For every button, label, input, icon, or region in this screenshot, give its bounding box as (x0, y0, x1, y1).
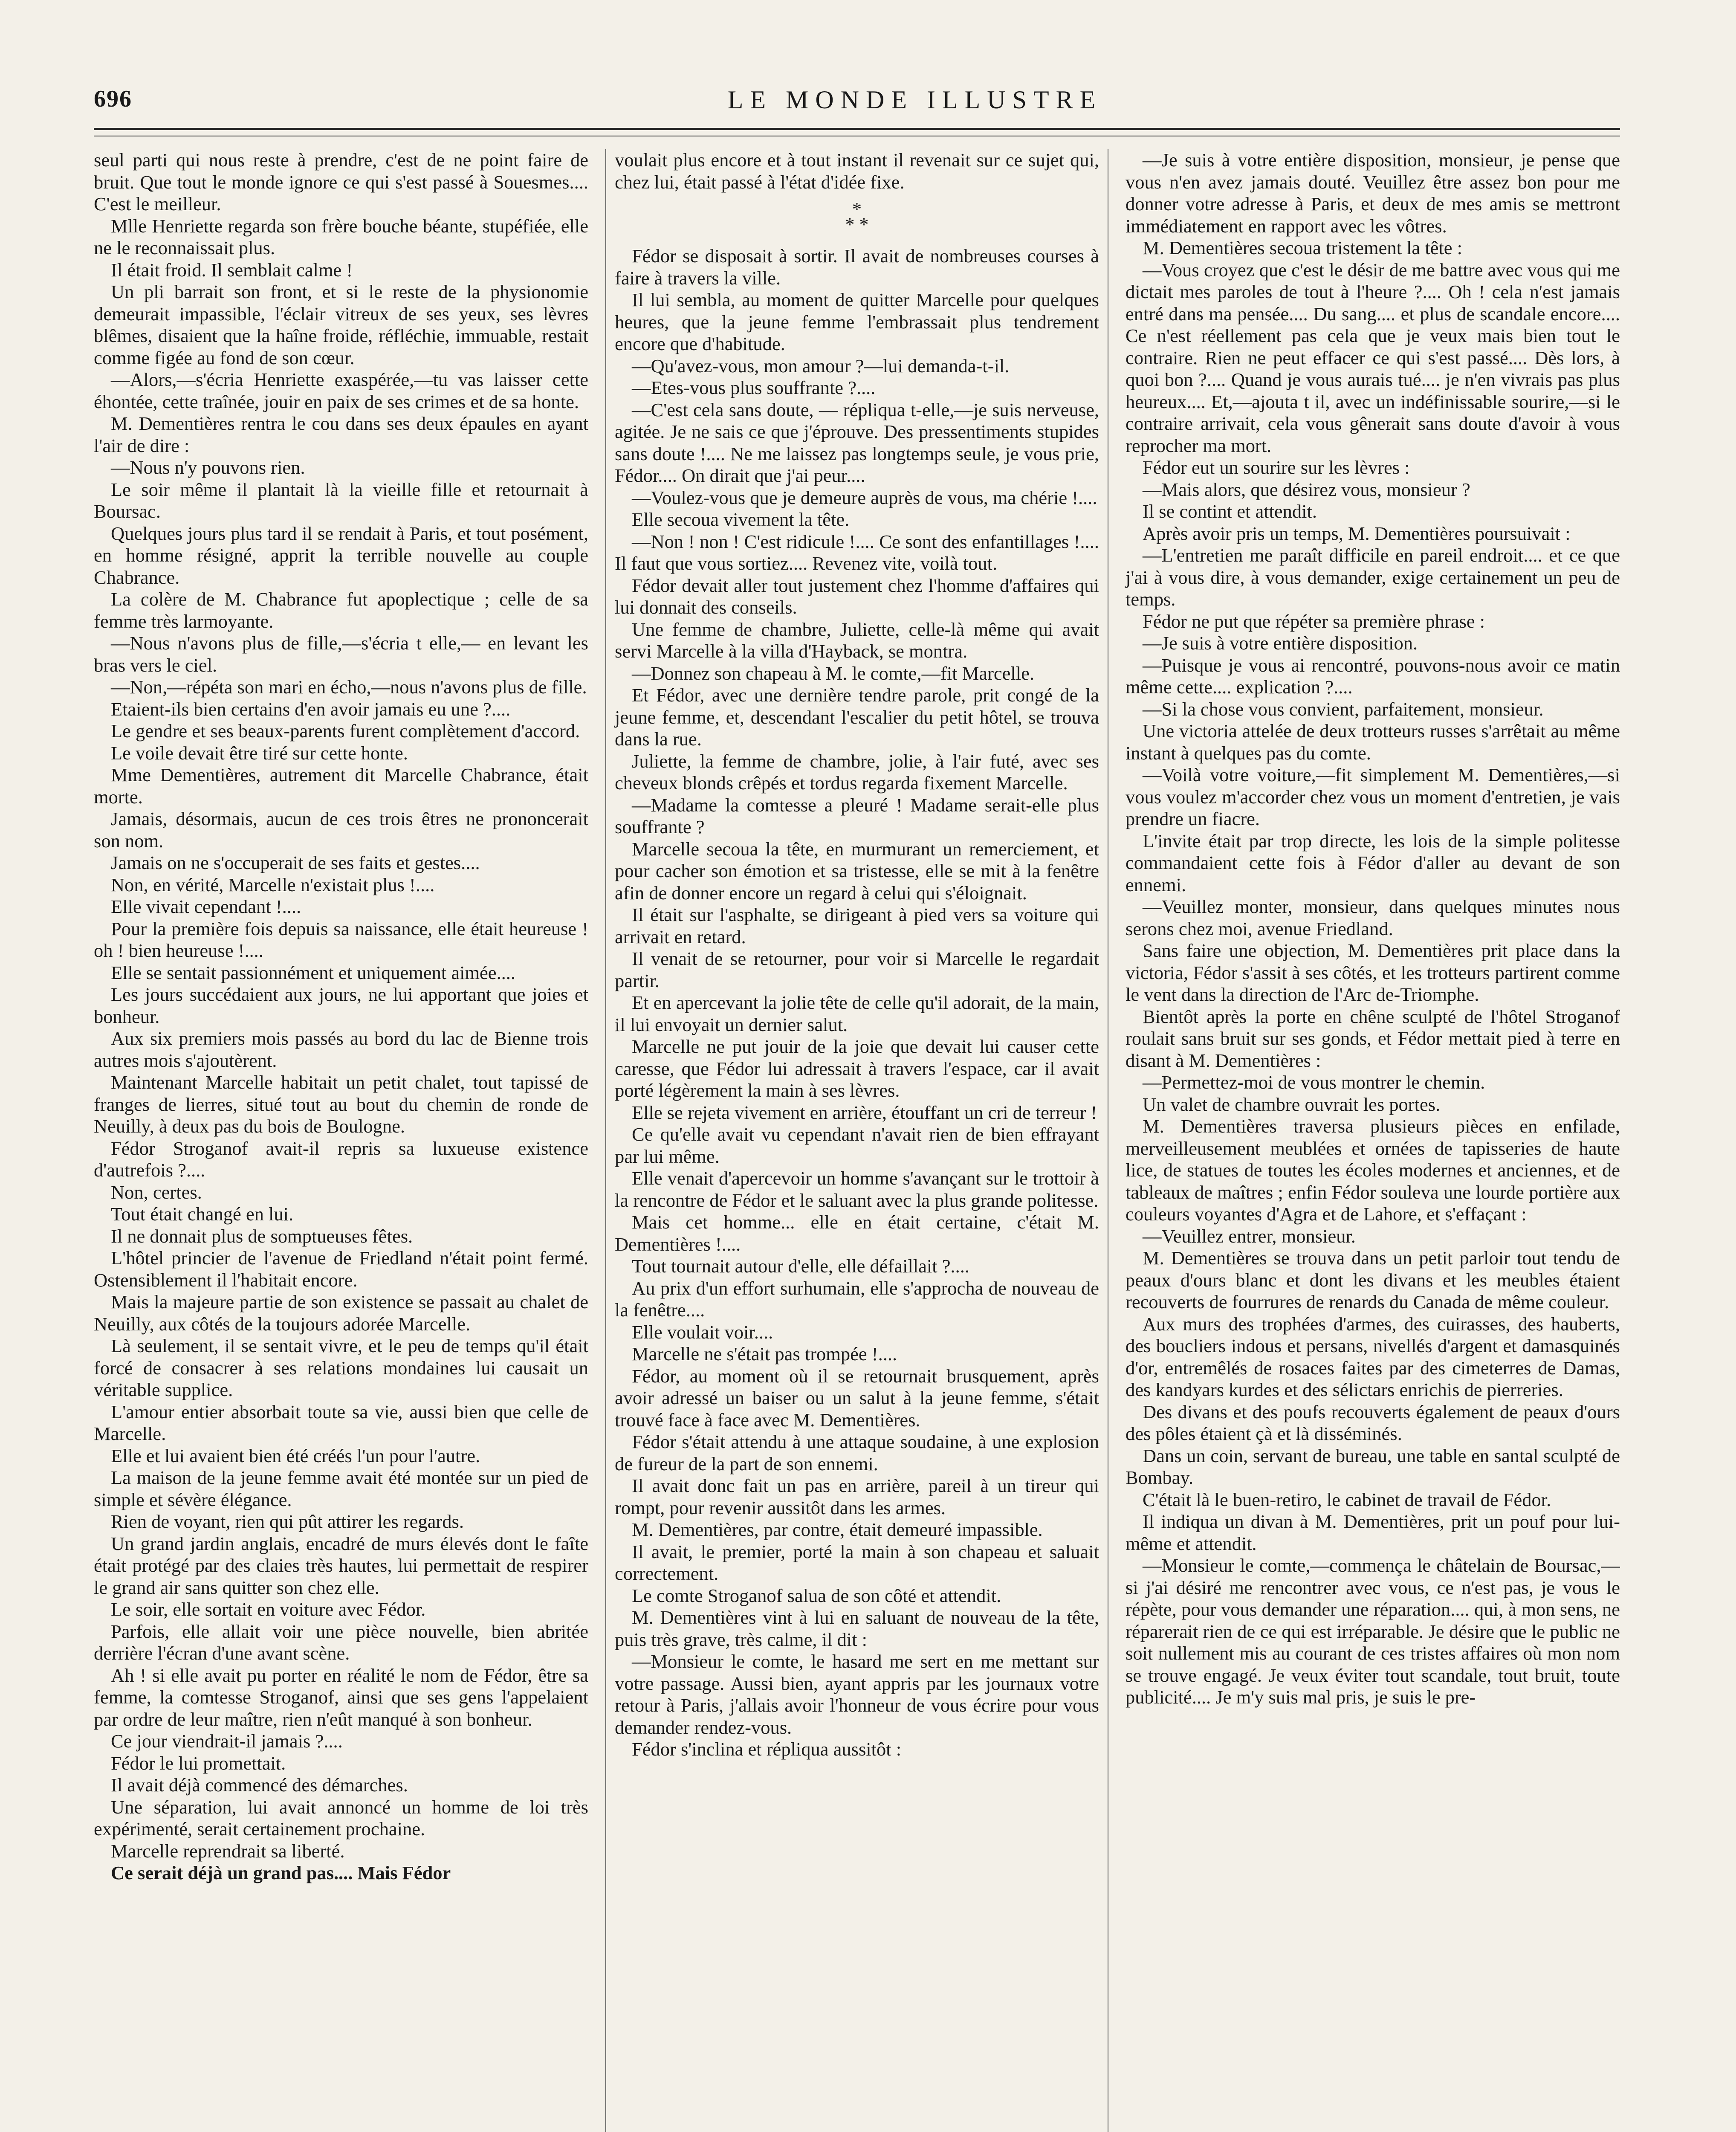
paragraph: Marcelle ne put jouir de la joie que devait lui causer cette caresse, que Fédor lui adressait à travers l'espace, car il avait porté légèrement la main à ses lèvres. (615, 1036, 1099, 1101)
paragraph: Elle venait d'apercevoir un homme s'avançant sur le trottoir à la rencontre de Fédor et le saluant avec la plus grande politesse. (615, 1167, 1099, 1211)
paragraph: —Je suis à votre entière disposition. (1143, 632, 1418, 654)
paragraph: —Veuillez entrer, monsieur. (1143, 1225, 1356, 1247)
paragraph: —Voilà votre voiture,—fit simplement M. Dementières,—si vous voulez m'accorder chez vous un moment d'entretien, je vais prendre un fiacre. (1126, 764, 1620, 829)
paragraph: Un valet de chambre ouvrait les portes. (1143, 1093, 1441, 1115)
paragraph: M. Dementières rentra le cou dans ses deux épaules en ayant l'air de dire : (94, 413, 588, 456)
paragraph: —Non,—répéta son mari en écho,—nous n'avons plus de fille. (111, 676, 587, 698)
paragraph: Fédor Stroganof avait-il repris sa luxueuse existence d'autrefois ?.... (94, 1137, 588, 1181)
paragraph: Il venait de se retourner, pour voir si Marcelle le regardait partir. (615, 948, 1099, 991)
paragraph: —Qu'avez-vous, mon amour ?—lui demanda-t-il. (632, 355, 1010, 377)
page-number: 696 (94, 86, 132, 112)
paragraph: Tout tournait autour d'elle, elle défaillait ?.... (632, 1255, 970, 1277)
paragraph: M. Dementières, par contre, était demeuré impassible. (632, 1519, 1043, 1540)
paragraph: Le gendre et ses beaux-parents furent complètement d'accord. (111, 720, 580, 742)
paragraph: Tout était changé en lui. (111, 1203, 294, 1225)
page-header (94, 85, 1736, 124)
paragraph: —Puisque je vous ai rencontré, pouvons-nous avoir ce matin même cette.... explication ?.... (1126, 654, 1620, 698)
article-columns (94, 149, 1620, 2132)
paragraph: Non, certes. (111, 1181, 202, 1203)
paragraph: Sans faire une objection, M. Dementières prit place dans la victoria, Fédor s'assit à ses côtés, et les trotteurs partirent comme le vent dans la direction de l'Arc de-Triomphe. (1126, 940, 1620, 1005)
paragraph: Mais cet homme... elle en était certaine, c'était M. Dementières !.... (615, 1211, 1099, 1255)
paragraph: —Etes-vous plus souffrante ?.... (632, 377, 876, 398)
paragraph: Ce qu'elle avait vu cependant n'avait rien de bien effrayant par lui même. (615, 1124, 1099, 1167)
paragraph: Il avait, le premier, porté la main à son chapeau et saluait correctement. (615, 1541, 1099, 1584)
paragraph: —Vous croyez que c'est le désir de me battre avec vous qui me dictait mes paroles de tout à l'heure ?.... Oh ! cela n'est jamais entré dans ma pensée.... Du sang.... et plus de scandale encore.... Ce n'est réellement pas cela que je veux mais bien tout le contraire. Rien ne peut effacer ce qui s'est passé.... Dès lors, à quoi bon ?.... Quand je vous aurais tué.... je n'en vivrais pas plus heureux.... Et,—ajouta t il, avec un indéfinissable sourire,—si le contraire arrivait, cela vous gênerait sans doute d'avoir à vous reprocher ma mort. (1126, 259, 1620, 456)
paragraph: —Mais alors, que désirez vous, monsieur ? (1143, 478, 1470, 500)
paragraph: Ah ! si elle avait pu porter en réalité le nom de Fédor, être sa femme, la comtesse Stroganof, ainsi que ses gens l'appelaient par ordre de leur maître, rien n'eût manqué à son bonheur. (94, 1664, 588, 1730)
paragraph: La colère de M. Chabrance fut apoplectique ; celle de sa femme très larmoyante. (94, 588, 588, 632)
paragraph: Il était sur l'asphalte, se dirigeant à pied vers sa voiture qui arrivait en retard. (615, 904, 1099, 947)
paragraph: L'amour entier absorbait toute sa vie, aussi bien que celle de Marcelle. (94, 1401, 588, 1444)
paragraph: Il ne donnait plus de somptueuses fêtes. (111, 1225, 413, 1247)
paragraph: Un pli barrait son front, et si le reste de la physionomie demeurait impassible, l'éclair vitreux de ses yeux, ses lèvres blêmes, disaient que la haîne froide, réfléchie, immuable, restait comme figée au fond de son cœur. (94, 281, 588, 368)
paragraph: Fédor devait aller tout justement chez l'homme d'affaires qui lui donnait des conseils. (615, 574, 1099, 618)
paragraph: L'hôtel princier de l'avenue de Friedland n'était point fermé. Ostensiblement il l'habitait encore. (94, 1247, 588, 1291)
paragraph: Mais la majeure partie de son existence se passait au chalet de Neuilly, aux côtés de la toujours adorée Marcelle. (94, 1291, 588, 1335)
paragraph: —Monsieur le comte,—commença le châtelain de Boursac,—si j'ai désiré me rencontrer avec vous, ce n'est pas, je vous le répète, pour vous demander une réparation.... qui, à mon sens, ne réparerait rien de ce qui est irréparable. Je désire que le public ne soit nullement mis au courant de ces tristes affaires où mon nom se trouve engagé. Je veux éviter tout scandale, tout bruit, toute publicité.... Je m'y suis mal pris, je suis le pre- (1126, 1555, 1620, 1708)
paragraph: Jamais on ne s'occuperait de ses faits et gestes.... (111, 852, 480, 873)
paragraph: Fédor s'inclina et répliqua aussitôt : (632, 1738, 902, 1760)
paragraph: —Si la chose vous convient, parfaitement, monsieur. (1143, 698, 1544, 720)
paragraph: Ce serait déjà un grand pas.... Mais Fédor (111, 1862, 451, 1883)
paragraph: Maintenant Marcelle habitait un petit chalet, tout tapissé de franges de lierres, situé tout au bout du chemin de ronde de Neuilly, à deux pas du bois de Boulogne. (94, 1072, 588, 1137)
paragraph: Quelques jours plus tard il se rendait à Paris, et tout posément, en homme résigné, apprit la terrible nouvelle au couple Chabrance. (94, 522, 588, 588)
paragraph: M. Dementières secoua tristement la tête : (1143, 237, 1463, 258)
paragraph: Après avoir pris un temps, M. Dementières poursuivait : (1143, 522, 1571, 544)
paragraph: Elle et lui avaient bien été créés l'un pour l'autre. (111, 1445, 480, 1466)
paragraph: —Nous n'avons plus de fille,—s'écria t elle,— en levant les bras vers le ciel. (94, 632, 588, 676)
paragraph: —C'est cela sans doute, — répliqua t-elle,—je suis nerveuse, agitée. Je ne sais ce que j'éprouve. Des pressentiments stupides sans doute !.... Ne me laissez pas longtemps seule, je vous prie, Fédor.... On dirait que j'ai peur.... (615, 399, 1099, 486)
paragraph: Elle voulait voir.... (632, 1321, 773, 1343)
paragraph: Un grand jardin anglais, encadré de murs élevés dont le faîte était protégé par des claies très hautes, lui permettait de respirer le grand air sans quitter son chez elle. (94, 1532, 588, 1598)
paragraph: —Madame la comtesse a pleuré ! Madame serait-elle plus souffrante ? (615, 794, 1099, 837)
paragraph: Des divans et des poufs recouverts également de peaux d'ours des pôles étaient çà et là disséminés. (1126, 1401, 1620, 1444)
text-column-1 (94, 149, 597, 2132)
paragraph: Une femme de chambre, Juliette, celle-là même qui avait servi Marcelle à la villa d'Hayback, se montra. (615, 618, 1099, 662)
paragraph: Aux murs des trophées d'armes, des cuirasses, des hauberts, des boucliers indous et persans, nivellés d'argent et damasquinés d'or, entremêlés de rosaces faites par des cimeterres de Damas, des kandyars kurdes et des sélictars enrichis de pierreries. (1126, 1313, 1620, 1400)
paragraph: —Nous n'y pouvons rien. (111, 457, 305, 478)
paragraph: seul parti qui nous reste à prendre, c'est de ne point faire de bruit. Que tout le monde ignore ce qui s'est passé à Souesmes.... C'est le meilleur. (94, 149, 588, 214)
paragraph: Il lui sembla, au moment de quitter Marcelle pour quelques heures, que la jeune femme l'embrassait plus tendrement encore que d'habitude. (615, 289, 1099, 354)
paragraph: Le soir, elle sortait en voiture avec Fédor. (111, 1599, 426, 1620)
paragraph: Elle se sentait passionnément et uniquement aimée.... (111, 962, 516, 983)
paragraph: Mme Dementières, autrement dit Marcelle Chabrance, était morte. (94, 764, 588, 808)
paragraph: Pour la première fois depuis sa naissance, elle était heureuse ! oh ! bien heureuse !.... (94, 918, 588, 961)
paragraph: Il se contint et attendit. (1143, 501, 1317, 522)
paragraph: Et Fédor, avec une dernière tendre parole, prit congé de la jeune femme, et, descendant l'escalier du petit hôtel, se trouva dans la rue. (615, 684, 1099, 750)
paragraph: Fédor se disposait à sortir. Il avait de nombreuses courses à faire à travers la ville. (615, 245, 1099, 289)
journal-title: LE MONDE ILLUSTRE (727, 86, 1102, 114)
paragraph: M. Dementières traversa plusieurs pièces en enfilade, merveilleusement meublées et ornées de tapisseries de haute lice, de statues de toutes les écoles modernes et anciennes, et de tableaux de maîtres ; enfin Fédor souleva une lourde portière aux couleurs voyantes d'Agra et de Lahore, et s'effaçant : (1126, 1115, 1620, 1225)
paragraph: Elle se rejeta vivement en arrière, étouffant un cri de terreur ! (632, 1101, 1097, 1123)
paragraph: Les jours succédaient aux jours, ne lui apportant que joies et bonheur. (94, 984, 588, 1027)
paragraph: Non, en vérité, Marcelle n'existait plus !.... (111, 874, 435, 895)
paragraph: Aux six premiers mois passés au bord du lac de Bienne trois autres mois s'ajoutèrent. (94, 1028, 588, 1071)
paragraph: Rien de voyant, rien qui pût attirer les regards. (111, 1511, 464, 1532)
text-column-2 (605, 149, 1108, 2132)
paragraph: M. Dementières vint à lui en saluant de nouveau de la tête, puis très grave, très calme, il dit : (615, 1607, 1099, 1650)
paragraph: Fédor ne put que répéter sa première phrase : (1143, 610, 1485, 632)
paragraph: —Alors,—s'écria Henriette exaspérée,—tu vas laisser cette éhontée, cette traînée, jouir en paix de ses crimes et de sa honte. (94, 369, 588, 412)
paragraph: Il indiqua un divan à M. Dementières, prit un pouf pour lui-même et attendit. (1126, 1511, 1620, 1554)
paragraph: Marcelle ne s'était pas trompée !.... (632, 1343, 897, 1364)
paragraph: Fédor le lui promettait. (111, 1752, 286, 1774)
paragraph: Fédor, au moment où il se retournait brusquement, après avoir adressé un baiser ou un salut à la jeune femme, s'était trouvé face à face avec M. Dementières. (615, 1365, 1099, 1431)
paragraph: Marcelle reprendrait sa liberté. (111, 1840, 345, 1862)
paragraph: Là seulement, il se sentait vivre, et le peu de temps qu'il était forcé de consacrer à ses relations mondaines lui causait un véritable supplice. (94, 1335, 588, 1400)
paragraph: —Voulez-vous que je demeure auprès de vous, ma chérie !.... (632, 487, 1097, 508)
paragraph: Une victoria attelée de deux trotteurs russes s'arrêtait au même instant à quelques pas du comte. (1126, 720, 1620, 764)
paragraph: Etaient-ils bien certains d'en avoir jamais eu une ?.... (111, 698, 511, 720)
paragraph: Parfois, elle allait voir une pièce nouvelle, bien abritée derrière l'écran d'une avant scène. (94, 1620, 588, 1664)
paragraph: —Permettez-moi de vous montrer le chemin. (1143, 1072, 1485, 1093)
paragraph: Une séparation, lui avait annoncé un homme de loi très expérimenté, serait certainement prochaine. (94, 1796, 588, 1839)
paragraph: Il avait donc fait un pas en arrière, pareil à un tireur qui rompt, pour revenir aussitôt dans les armes. (615, 1475, 1099, 1518)
paragraph: Le soir même il plantait là la vieille fille et retournait à Boursac. (94, 478, 588, 522)
paragraph: M. Dementières se trouva dans un petit parloir tout tendu de peaux d'ours blanc et dont les divans et les meubles étaient recouverts de fourrures de renards du Canada de même couleur. (1126, 1247, 1620, 1312)
paragraph: Il était froid. Il semblait calme ! (111, 259, 353, 281)
paragraph: Il avait déjà commencé des démarches. (111, 1774, 408, 1796)
paragraph: Fédor s'était attendu à une attaque soudaine, à une explosion de fureur de la part de son ennemi. (615, 1431, 1099, 1474)
paragraph: Elle vivait cependant !.... (111, 896, 301, 917)
paragraph: Juliette, la femme de chambre, jolie, à l'air futé, avec ses cheveux blonds crêpés et tordus regarda fixement Marcelle. (615, 750, 1099, 794)
paragraph: —L'entretien me paraît difficile en pareil endroit.... et ce que j'ai à vous dire, à vous demander, exige certainement un peu de temps. (1126, 545, 1620, 610)
paragraph: La maison de la jeune femme avait été montée sur un pied de simple et sévère élégance. (94, 1467, 588, 1510)
section-separator: * * * (845, 199, 869, 235)
paragraph: Ce jour viendrait-il jamais ?.... (111, 1730, 343, 1752)
paragraph: Et en apercevant la jolie tête de celle qu'il adorait, de la main, il lui envoyait un dernier salut. (615, 992, 1099, 1035)
paragraph: Bientôt après la porte en chêne sculpté de l'hôtel Stroganof roulait sans bruit sur ses gonds, et Fédor mettait pied à terre en disant à M. Dementières : (1126, 1005, 1620, 1071)
text-column-3 (1117, 149, 1620, 2132)
paragraph: —Monsieur le comte, le hasard me sert en me mettant sur votre passage. Aussi bien, ayant appris par les journaux votre retour à Paris, j'allais avoir l'honneur de vous écrire pour vous demander rendez-vous. (615, 1651, 1099, 1738)
header-rule (94, 128, 1620, 130)
paragraph: Le voile devait être tiré sur cette honte. (111, 742, 408, 764)
paragraph: Elle secoua vivement la tête. (632, 509, 850, 530)
paragraph: Dans un coin, servant de bureau, une table en santal sculpté de Bombay. (1126, 1445, 1620, 1488)
paragraph: Mlle Henriette regarda son frère bouche béante, stupéfiée, elle ne le reconnaissait plus. (94, 215, 588, 258)
paragraph: —Veuillez monter, monsieur, dans quelques minutes nous serons chez moi, avenue Friedland. (1126, 896, 1620, 939)
paragraph: Marcelle secoua la tête, en murmurant un remerciement, et pour cacher son émotion et sa tristesse, elle se mit à la fenêtre afin de donner encore un regard à celui qui s'éloignait. (615, 838, 1099, 904)
paragraph: L'invite était par trop directe, les lois de la simple politesse commandaient cette fois à Fédor d'aller au devant de son ennemi. (1126, 830, 1620, 895)
paragraph: Jamais, désormais, aucun de ces trois êtres ne prononcerait son nom. (94, 808, 588, 852)
paragraph: Le comte Stroganof salua de son côté et attendit. (632, 1585, 1001, 1606)
paragraph: voulait plus encore et à tout instant il revenait sur ce sujet qui, chez lui, était passé à l'état d'idée fixe. (615, 149, 1099, 193)
paragraph: Fédor eut un sourire sur les lèvres : (1143, 457, 1410, 478)
paragraph: —Je suis à votre entière disposition, monsieur, je pense que vous n'en avez jamais douté. Veuillez être assez bon pour me donner votre adresse à Paris, et deux de mes amis se mettront immédiatement en rapport avec les vôtres. (1126, 149, 1620, 237)
paragraph: C'était là le buen-retiro, le cabinet de travail de Fédor. (1143, 1489, 1551, 1510)
paragraph: —Donnez son chapeau à M. le comte,—fit Marcelle. (632, 662, 1035, 684)
paragraph: —Non ! non ! C'est ridicule !.... Ce sont des enfantillages !.... Il faut que vous sortiez.... Revenez vite, voilà tout. (615, 530, 1099, 574)
paragraph: Au prix d'un effort surhumain, elle s'approcha de nouveau de la fenêtre.... (615, 1277, 1099, 1321)
